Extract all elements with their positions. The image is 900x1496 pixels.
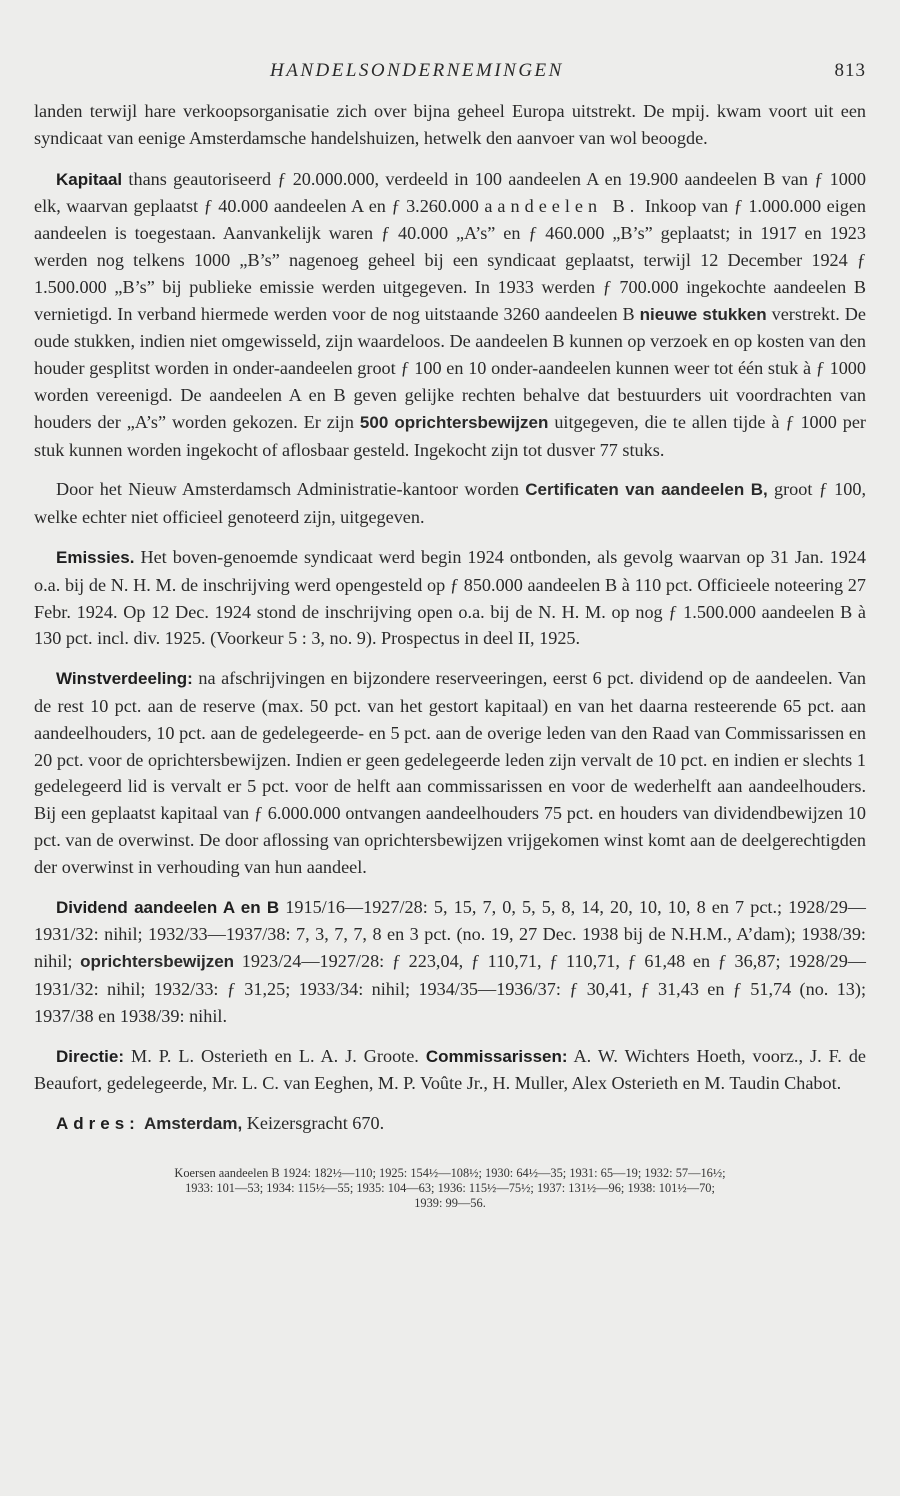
koersen-footnote bbox=[34, 1166, 866, 1211]
certificaten-text-2: groot ƒ 100, welke echter niet officieel genoteerd zijn, uitgegeven. bbox=[34, 479, 866, 528]
dividend-heading: Dividend aandeelen A en B bbox=[56, 897, 280, 917]
directie-text-1: M. P. L. Osterieth en L. A. J. Groote. bbox=[124, 1045, 426, 1066]
running-header bbox=[34, 60, 866, 90]
directie-heading: Directie: bbox=[56, 1046, 125, 1066]
intro-text: landen terwijl hare verkoopsorganisatie zich over bijna geheel Europa uitstrekt. De mpij. kwam voort uit een syndicaat van eenige Amsterdamsche handelshuizen, hetwelk den aanvoer van wol beoogde. bbox=[34, 101, 866, 148]
dividend-text-2: 1923/24—1927/28: ƒ 223,04, ƒ 110,71, ƒ 110,71, ƒ 61,48 en ƒ 36,87; 1928/29—1931/32: nihil; 1932/33: ƒ 31,25; 1933/34: nihil; 1934/35—1936/37: ƒ 30,41, ƒ 31,43 en ƒ 51,74 (no. 13); 1937/38 en 1938/39: nihil. bbox=[34, 951, 866, 1026]
footnote-line-2: 1933: 101—53; 1934: 115½—55; 1935: 104—63; 1936: 115½—75½; 1937: 131½—96; 1938: 101½—70; bbox=[185, 1180, 715, 1195]
directie-text-2: A. W. Wichters Hoeth, voorz., J. F. de Beaufort, gedelegeerde, Mr. L. C. van Eeghen, M. P. Voûte Jr., H. Muller, Alex Osterieth en M. Taudin Chabot. bbox=[34, 1045, 866, 1094]
winstverdeeling-text: na afschrijvingen en bijzondere reserveeringen, eerst 6 pct. dividend op de aandeelen. Van de rest 10 pct. aan de reserve (max. 50 pct. van het gestort kapitaal) en van het daarna resteerende 65 pct. aan aandeelhouders, 10 pct. aan de gedelegeerde- en 5 pct. aan de overige leden van den Raad van Commissarissen en 20 pct. voor de oprichtersbewijzen. Indien er geen gedelegeerde leden zijn vervalt de 10 pct. en indien er slechts 1 gedelegeerd lid is vervalt er 5 pct. voor de helft aan commissarissen en voor de wederhelft aan aandeelhouders. Bij een geplaatst kapitaal van ƒ 6.000.000 ontvangen aandeelhouders 75 pct. en houders van dividendbewijzen 10 pct. van de overwinst. De door aflossing van oprichtersbewijzen vrijgekomen winst komt aan de deelgerechtigden der overwinst in verhouding van hun aandeel. bbox=[34, 668, 866, 877]
dividend-text-1: 1915/16—1927/28: 5, 15, 7, 0, 5, 5, 8, 14, 20, 10, 10, 8 en 7 pct.; 1928/29—1931/32: nihil; 1932/33—1937/38: 7, 3, 7, 7, 8 en 3 pct. (no. 19, 27 Dec. 1938 bij de N.H.M., A’dam); 1938/39: nihil; bbox=[34, 896, 866, 972]
kapitaal-text-2: Inkoop van ƒ 1.000.000 eigen aandeelen is toegestaan. Aanvankelijk waren ƒ 40.000 „A’s” en ƒ 460.000 „B’s” geplaatst; in 1917 en 1923 werden nog telkens 1000 „B’s” nagenoeg geheel bij een syndicaat geplaatst, terwijl 12 December 1924 ƒ 1.500.000 „B’s” bij publieke emissie werden uitgegeven. In 1933 werden ƒ 700.000 ingekochte aandeelen B vernietigd. In verband hiermede werden voor de nog uitstaande 3260 aandeelen B bbox=[34, 196, 867, 324]
kapitaal-text-4: uitgegeven, die te allen tijde à ƒ 1000 per stuk kunnen worden ingekocht of aflosbaar gesteld. Ingekocht zijn tot dusver 77 stuks. bbox=[34, 411, 866, 460]
directie-paragraph bbox=[34, 1043, 866, 1098]
kapitaal-emphasis-1: nieuwe stukken bbox=[639, 304, 767, 324]
adres-text: Keizersgracht 670. bbox=[242, 1113, 385, 1134]
emissies-paragraph bbox=[34, 544, 866, 652]
page-content bbox=[34, 60, 866, 1211]
page-number: 813 bbox=[834, 60, 866, 81]
kapitaal-paragraph bbox=[34, 166, 866, 464]
kapitaal-emphasis-2: 500 oprichtersbewijzen bbox=[359, 412, 549, 432]
certificaten-text-1: Door het Nieuw Amsterdamsch Administratie-kantoor worden bbox=[56, 479, 526, 500]
commissarissen-heading: Commissarissen: bbox=[425, 1046, 568, 1066]
intro-paragraph bbox=[34, 98, 866, 152]
emissies-text: Het boven-genoemde syndicaat werd begin 1924 ontbonden, als gevolg waarvan op 31 Jan. 1924 o.a. bij de N. H. M. de inschrijving werd opengesteld op ƒ 850.000 aandeelen B à 110 pct. Officieele noteering 27 Febr. 1924. Op 12 Dec. 1924 stond de inschrijving open o.a. bij de N. H. M. op nog ƒ 1.500.000 aandeelen B à 130 pct. incl. div. 1925. (Voorkeur 5 : 3, no. 9). Prospectus in deel II, 1925. bbox=[34, 546, 866, 649]
footnote-line-1: Koersen aandeelen B 1924: 182½—110; 1925: 154½—108½; 1930: 64½—35; 1931: 65—19; 1932: 57—16½; bbox=[174, 1165, 726, 1180]
kapitaal-text-1: thans geautoriseerd ƒ 20.000.000, verdeeld in 100 aandeelen A en 19.900 aandeelen B van ƒ 1000 elk, waarvan geplaatst ƒ 40.000 aandeelen A en ƒ 3.260.000 bbox=[34, 168, 866, 217]
dividend-emphasis: oprichtersbewijzen bbox=[80, 952, 235, 972]
adres-city: Amsterdam, bbox=[139, 1114, 243, 1134]
article-body bbox=[34, 98, 866, 1138]
winstverdeeling-heading: Winstverdeeling: bbox=[56, 669, 193, 689]
winstverdeeling-paragraph bbox=[34, 665, 866, 880]
kapitaal-text-3: verstrekt. De oude stukken, indien niet omgewisseld, zijn waardeloos. De aandeelen B kunnen op verzoek en op kosten van den houder gesplitst worden in onder-aandeelen groot ƒ 100 en 10 onder-aandeelen kunnen weer tot één stuk à ƒ 1000 worden vereenigd. De aandeelen A en B geven gelijke rechten behalve dat bestuurders uit voordrachten van houders der „A’s” worden gekozen. Er zijn bbox=[34, 303, 866, 432]
kapitaal-spaced-term: aandeelen B. bbox=[484, 196, 640, 217]
running-title: HANDELSONDERNEMINGEN bbox=[270, 60, 564, 81]
certificaten-emphasis: Certificaten van aandeelen B, bbox=[525, 480, 768, 500]
footnote-line-3: 1939: 99—56. bbox=[414, 1195, 486, 1210]
emissies-heading: Emissies. bbox=[56, 547, 135, 567]
adres-heading: Adres: bbox=[56, 1114, 140, 1134]
certificaten-paragraph bbox=[34, 476, 866, 531]
kapitaal-heading: Kapitaal bbox=[56, 169, 123, 189]
dividend-paragraph bbox=[34, 894, 866, 1030]
adres-paragraph bbox=[34, 1110, 866, 1138]
